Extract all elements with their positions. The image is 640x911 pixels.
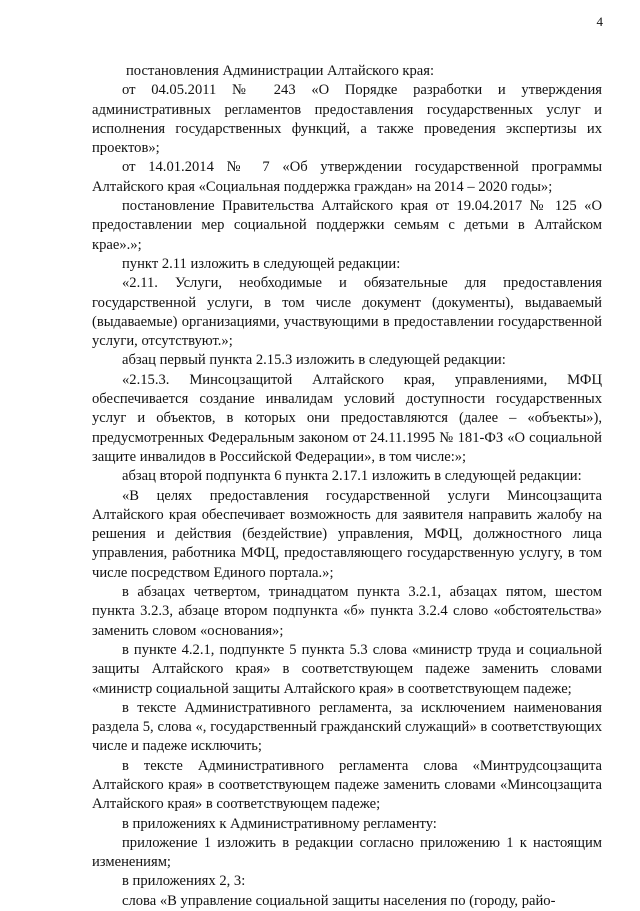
paragraph-13: в тексте Административного регламента, за исключением наименования раздела 5, слова «, государственный гражданский служащий» в соответствующих числе и падеже исключить; [92, 699, 602, 755]
paragraph-2: от 04.05.2011 № 243 «О Порядке разработки и утверждения административных регламентов предоставления государственных услуг и исполнения государственных функций, а также проведения экспертизы их проектов»; [92, 82, 602, 157]
paragraph-4: постановление Правительства Алтайского края от 19.04.2017 № 125 «О предоставлении мер социальной поддержки семьям с детьми в Алтайском крае».»; [92, 198, 602, 253]
paragraph-5: пункт 2.11 изложить в следующей редакции: [122, 255, 401, 272]
document-body [92, 62, 602, 911]
paragraph-9: абзац второй подпункта 6 пункта 2.17.1 изложить в следующей редакции: [122, 468, 582, 485]
paragraph-16: приложение 1 изложить в редакции согласно приложению 1 к настоящим изменениям; [92, 834, 602, 871]
paragraph-7: абзац первый пункта 2.15.3 изложить в следующей редакции: [122, 352, 506, 369]
paragraph-15: в приложениях к Административному регламенту: [122, 815, 437, 832]
paragraph-3: от 14.01.2014 № 7 «Об утверждении государственной программы Алтайского края «Социальная поддержка граждан» на 2014 – 2020 годы»; [92, 159, 602, 195]
paragraph-10: «В целях предоставления государственной услуги Минсоцзащита Алтайского края обеспечивает возможность для заявителя направить жалобу на решения и действия (бездействие) управления, МФЦ, должностного лица управления, работника МФЦ, предоставляющего государственную услугу, в том числе посредством Единого портала.»; [92, 487, 602, 581]
paragraph-6: «2.11. Услуги, необходимые и обязательные для предоставления государственной услуги, в том числе документ (документы), выдаваемый (выдаваемые) организациями, участвующими в предоставлении государственной услуги, отсутствуют.»; [92, 275, 602, 350]
paragraph-14: в тексте Административного регламента слова «Минтрудсоцзащита Алтайского края» в соответствующем падеже заменить словами «Минсоцзащита Алтайского края» в соответствующем падеже; [92, 757, 602, 813]
paragraph-1: постановления Администрации Алтайского края: [126, 63, 435, 79]
paragraph-8: «2.15.3. Минсоцзащитой Алтайского края, управлениями, МФЦ обеспечивается создание инвалидам условий доступности государственных услуг и объектов, в которых они предоставляются (далее – «объекты»), предусмотренных Федеральным законом от 24.11.1995 № 181-ФЗ «О социальной защите инвалидов в Российской Федерации», в том числе:»; [92, 371, 602, 465]
paragraph-12: в пункте 4.2.1, подпункте 5 пункта 5.3 слова «министр труда и социальной защиты Алтайского края» в соответствующем падеже заменить словами «министр социальной защиты Алтайского края» в соответствующем падеже; [92, 641, 602, 697]
page-number: 4 [596, 14, 603, 29]
paragraph-18: слова «В управление социальной защиты населения по (городу, райо- [122, 892, 556, 909]
paragraph-11: в абзацах четвертом, тринадцатом пункта 3.2.1, абзацах пятом, шестом пункта 3.2.3, абзаце втором подпункта «б» пункта 3.2.4 слово «обстоятельства» заменить словом «основания»; [92, 584, 602, 639]
paragraph-17: в приложениях 2, 3: [122, 873, 246, 890]
